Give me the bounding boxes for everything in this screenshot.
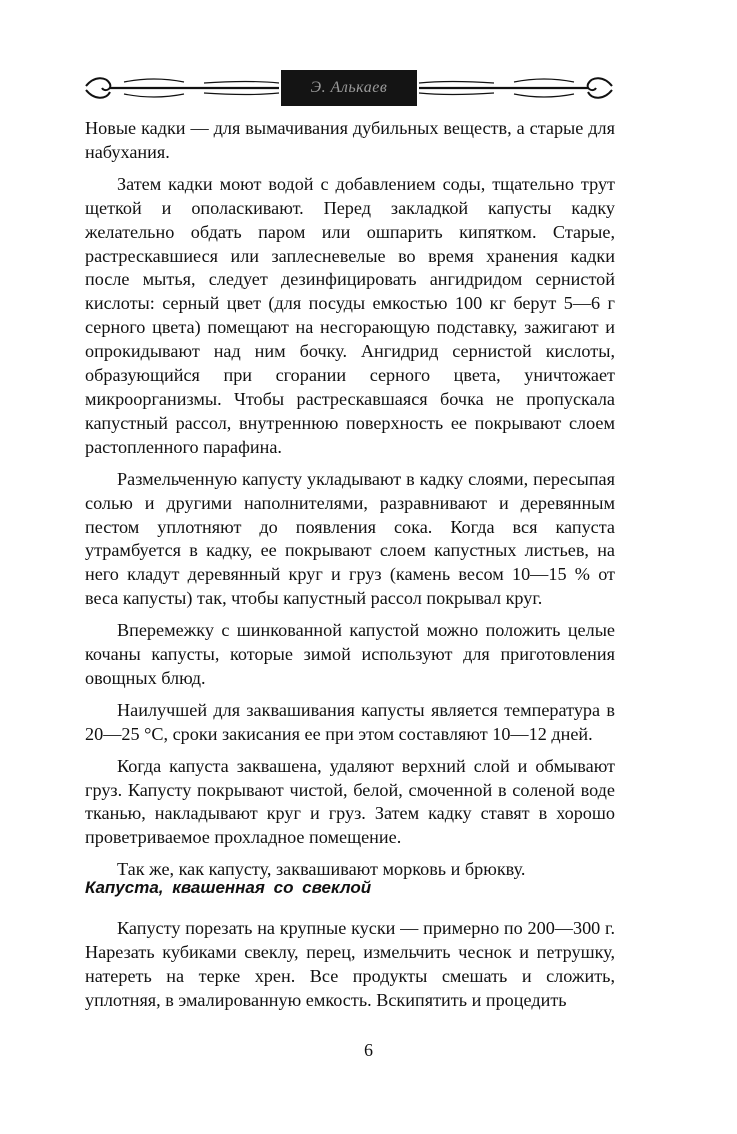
paragraph: Новые кадки — для вымачивания дубильных веществ, а старые для набухания. [85, 118, 615, 162]
paragraph: Вперемежку с шинкованной капустой можно положить целые кочаны капусты, которые зимой используют для приготовления овощных блюд. [85, 620, 615, 688]
recipe-text-block [85, 917, 615, 1013]
author-label: Э. Алькаев [281, 70, 417, 106]
running-header [84, 66, 614, 110]
body-text [85, 117, 615, 882]
paragraph: Когда капуста заквашена, удаляют верхний слой и обмывают груз. Капусту покрывают чистой, белой, смоченной в соленой воде тканью, накладывают круг и груз. Затем кадку ставят в хорошо проветриваемое прохладное помещение. [85, 755, 615, 848]
page-number: 6 [364, 1040, 373, 1060]
paragraph: Так же, как капусту, заквашивают морковь и брюкву. [117, 859, 526, 880]
paragraph: Затем кадки моют водой с добавлением соды, тщательно трут щеткой и ополаскивают. Перед закладкой капусты кадку желательно обдать паром или ошпарить кипятком. Старые, растрескавшиеся или заплесневелые во время хранения кадки после мытья, следует дезинфицировать ангидридом сернистой кислоты: серный цвет (для посуды емкостью 100 кг берут 5—6 г серного цвета) помещают на несгорающую подставку, зажигают и опрокидывают над ним бочку. Ангидрид сернистой кислоты, образующийся при сгорании серного цвета, уничтожает микроорганизмы. Чтобы растрескавшаяся бочка не пропускала капустный рассол, внутреннюю поверхность ее покрывают слоем растопленного парафина. [85, 173, 615, 457]
recipe-title: Капуста, квашенная со свеклой [85, 878, 372, 897]
paragraph: Размельченную капусту укладывают в кадку слоями, пересыпая солью и другими наполнителями, разравнивают и деревянным пестом уплотняют до появления сока. Когда вся капуста утрамбуется в кадку, ее покрывают слоем капустных листьев, на него кладут деревянный круг и груз (камень весом 10—15 % от веса капусты) так, чтобы капустный рассол покрывал круг. [85, 468, 615, 609]
paragraph: Капусту порезать на крупные куски — примерно по 200—300 г. Нарезать кубиками свеклу, перец, измельчить чеснок и петрушку, натереть на терке хрен. Все продукты смешать и сложить, уплотняя, в эмалированную емкость. Вскипятить и процедить [85, 918, 615, 1010]
paragraph: Наилучшей для заквашивания капусты является температура в 20—25 °С, сроки закисания ее при этом составляют 10—12 дней. [85, 699, 615, 744]
